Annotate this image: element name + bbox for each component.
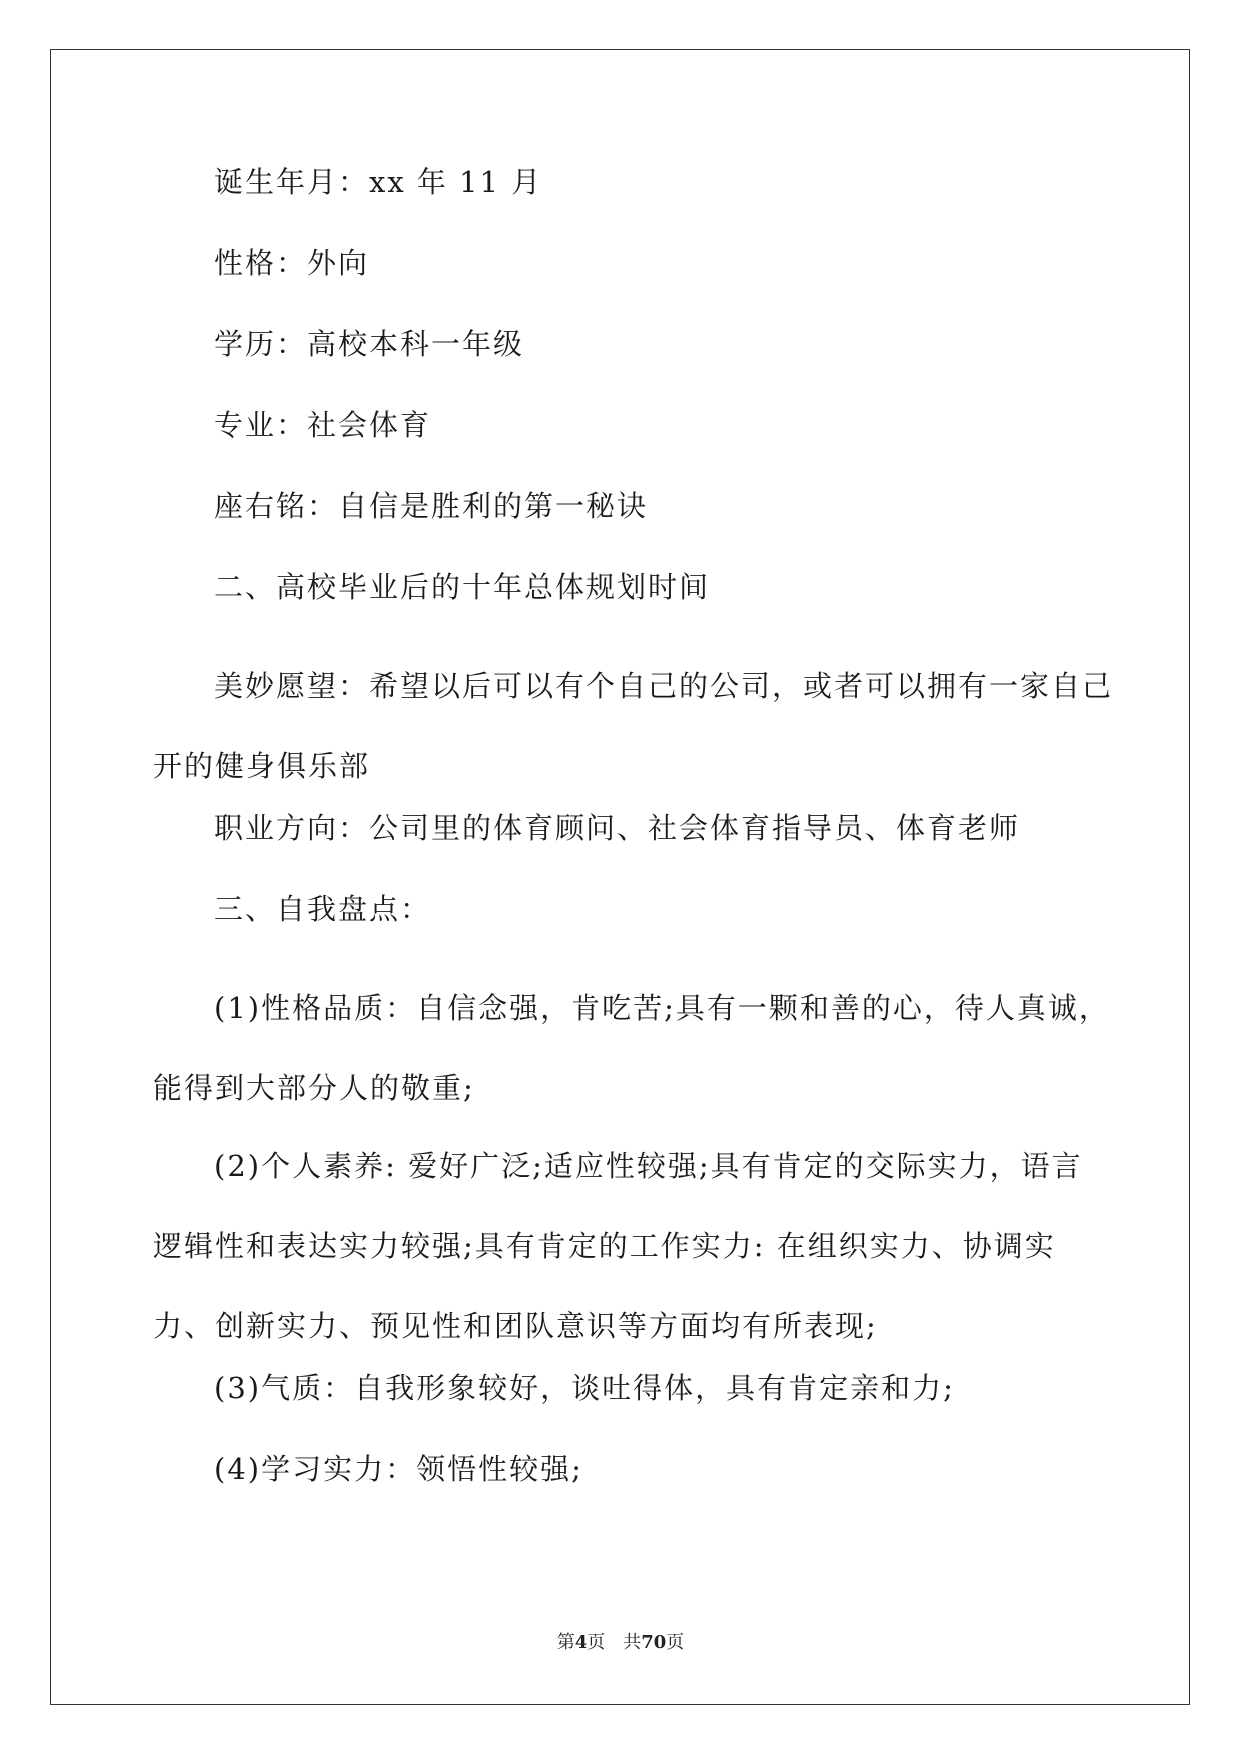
footer-page-current: 4 (574, 1632, 588, 1653)
paragraph-motto: 座右铭：自信是胜利的第一秘诀 (214, 489, 649, 523)
section-heading-self-inventory: 三、自我盘点： (214, 892, 432, 926)
page-footer (0, 1628, 1241, 1654)
footer-total-suffix: 页 (666, 1632, 685, 1653)
section-heading-ten-year-plan: 二、高校毕业后的十年总体规划时间 (214, 570, 711, 604)
paragraph-wish: 美妙愿望：希望以后可以有个自己的公司，或者可以拥有一家自己开的健身俱乐部 (153, 669, 1114, 783)
footer-total-prefix: 共 (623, 1632, 642, 1653)
paragraph-major: 专业：社会体育 (214, 408, 432, 442)
paragraph-education: 学历：高校本科一年级 (214, 327, 525, 361)
paragraph-career-direction: 职业方向：公司里的体育顾问、社会体育指导员、体育老师 (214, 811, 1021, 845)
footer-page-total: 70 (641, 1632, 667, 1653)
paragraph-personality: 性格：外向 (214, 246, 370, 280)
paragraph-personal-quality: (2)个人素养: 爱好广泛;适应性较强;具有肯定的交际实力，语言逻辑性和表达实力较强;具有肯定的工作实力: 在组织实力、协调实力、创新实力、预见性和团队意识等方面均有所表现; (153, 1149, 1083, 1343)
paragraph-learning-ability: (4)学习实力：领悟性较强; (214, 1452, 583, 1486)
document-body (153, 160, 1113, 1528)
footer-page-prefix: 第 (556, 1632, 575, 1653)
paragraph-character: (1)性格品质：自信念强，肯吃苦;具有一颗和善的心，待人真诚，能得到大部分人的敬重; (153, 991, 1110, 1105)
paragraph-temperament: (3)气质：自我形象较好，谈吐得体，具有肯定亲和力; (214, 1371, 955, 1405)
paragraph-birth-date: 诞生年月：xx 年 11 月 (214, 165, 543, 199)
footer-page-mid: 页 (587, 1632, 606, 1653)
